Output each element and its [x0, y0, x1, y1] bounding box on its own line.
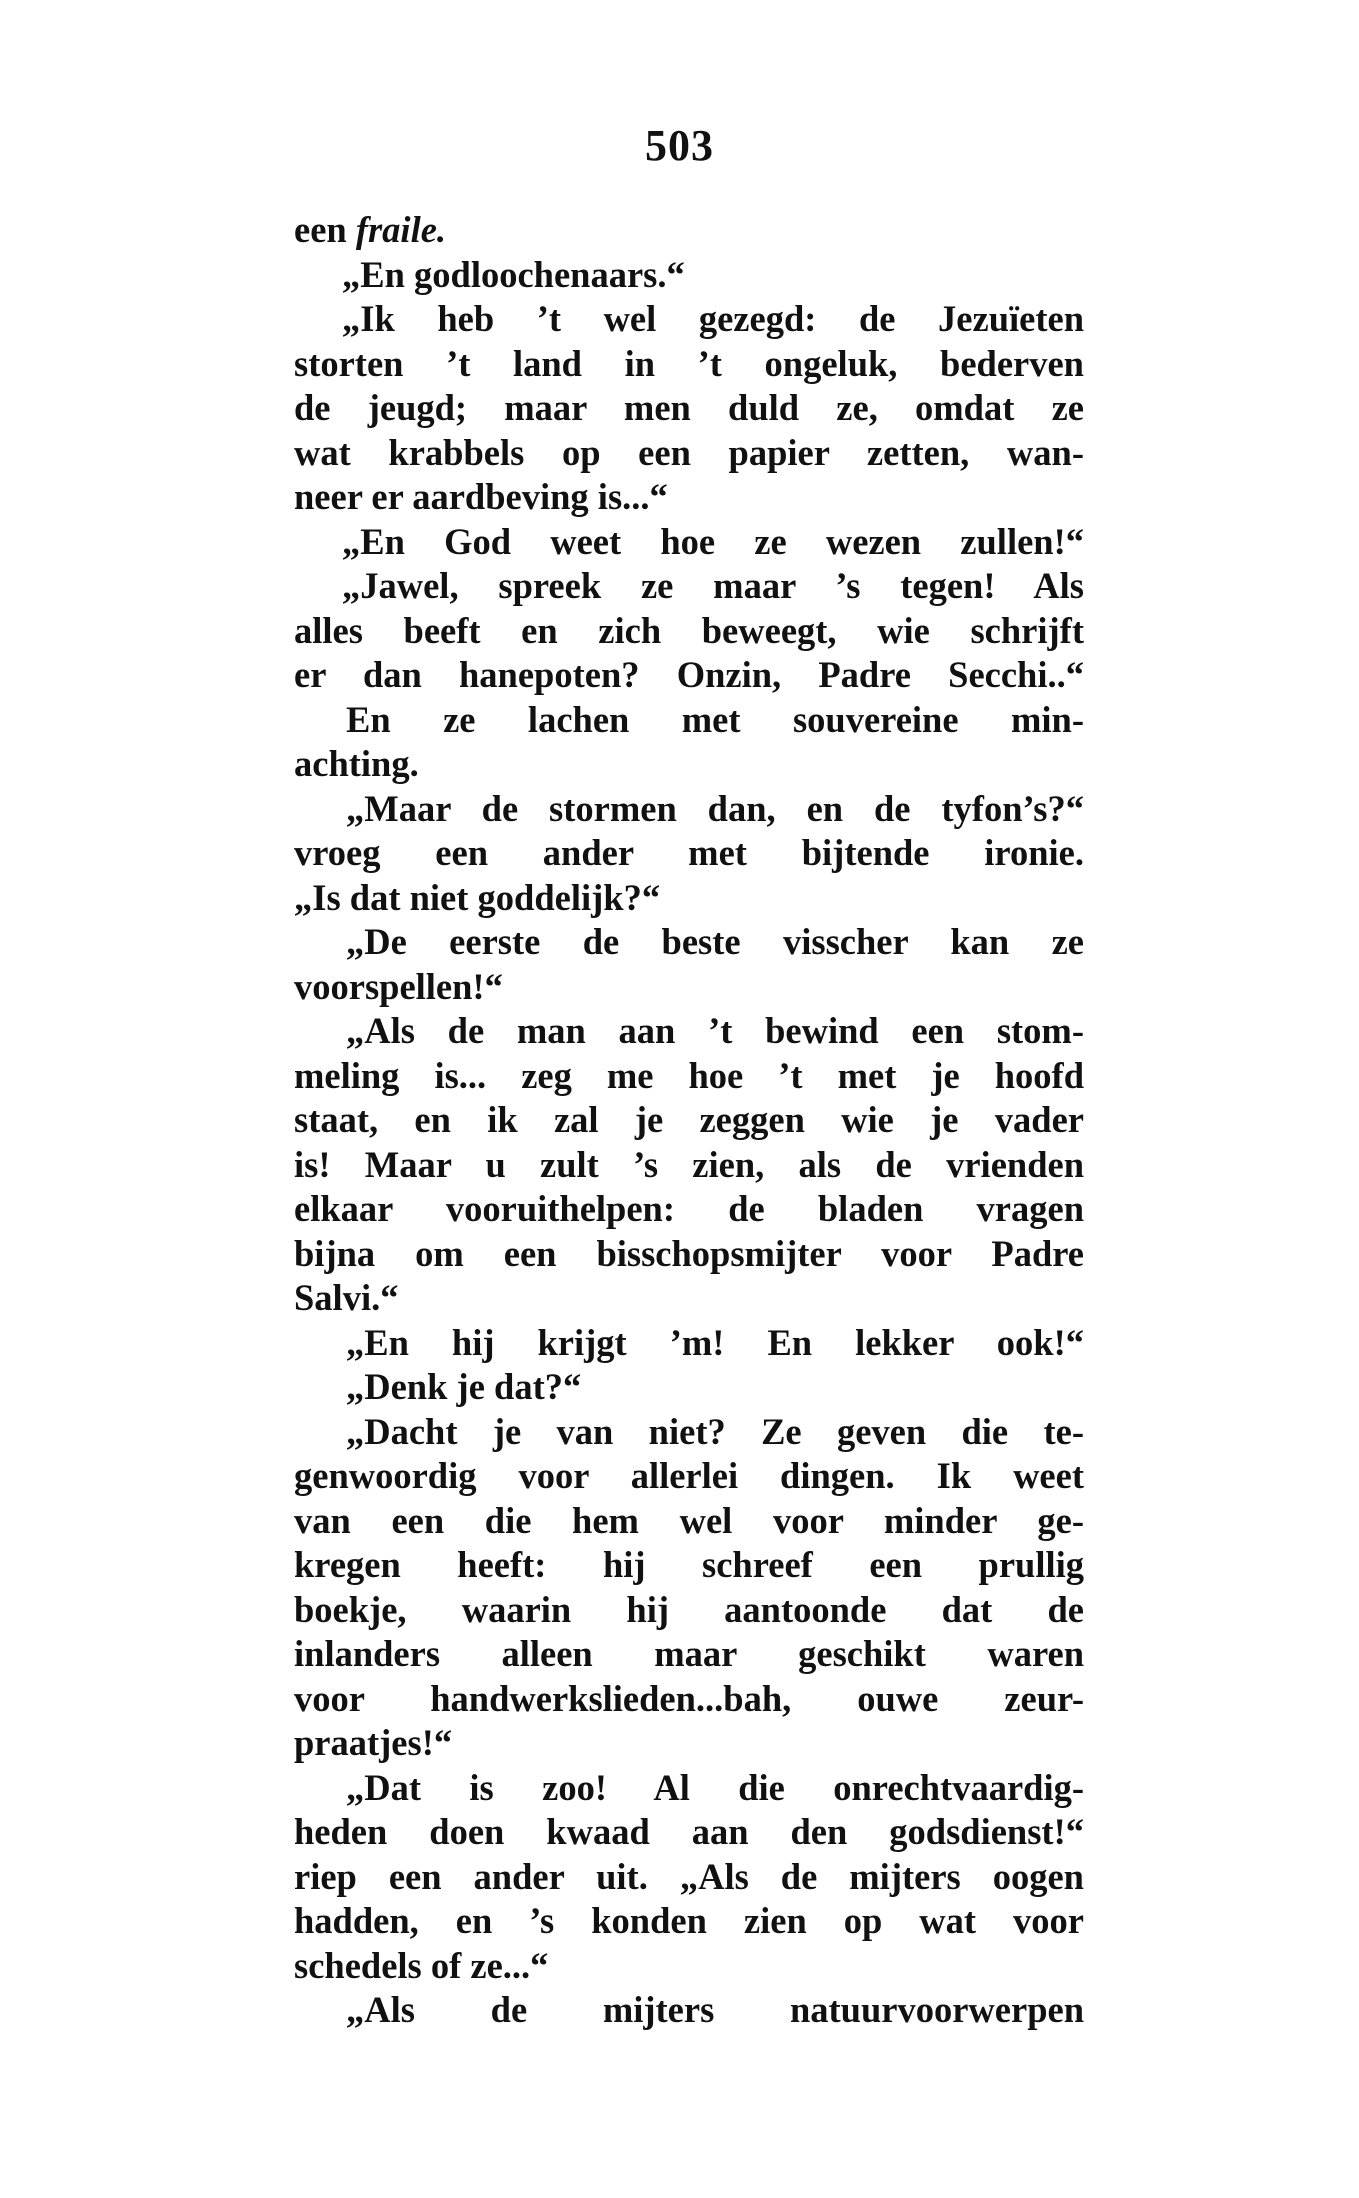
- line-text: een: [294, 209, 356, 250]
- text-line: achting.: [294, 743, 419, 784]
- body-text: [294, 208, 1084, 2033]
- text-line: Salvi.“: [294, 1277, 399, 1318]
- text-line: schedels of ze...“: [294, 1944, 549, 1986]
- text-line: staat, en ik zal je zeggen wie je vader: [294, 1099, 1084, 1140]
- text-line: elkaar vooruithelpen: de bladen vragen: [294, 1188, 1084, 1229]
- text-line: „En godloochenaars.“: [342, 253, 685, 295]
- text-line: „Dat is zoo! Al die onrechtvaardig-: [346, 1766, 1084, 1808]
- text-line: bijna om een bisschopsmijter voor Padre: [294, 1232, 1084, 1274]
- italic-word: fraile.: [355, 209, 447, 250]
- text-line: „Maar de stormen dan, en de tyfon’s?“: [346, 787, 1084, 829]
- text-line: „Dacht je van niet? Ze geven die te-: [346, 1410, 1084, 1452]
- text-line: boekje, waarin hij aantoonde dat de: [294, 1588, 1084, 1630]
- text-line: riep een ander uit. „Als de mijters oogen: [294, 1855, 1084, 1897]
- text-line: alles beeft en zich beweegt, wie schrijft: [294, 609, 1084, 651]
- text-line: kregen heeft: hij schreef een prullig: [294, 1544, 1084, 1585]
- text-line: de jeugd; maar men duld ze, omdat ze: [294, 387, 1084, 428]
- text-line: hadden, en ’s konden zien op wat voor: [294, 1900, 1084, 1941]
- text-line: „Denk je dat?“: [346, 1366, 582, 1407]
- text-line: „Als de man aan ’t bewind een stom-: [346, 1010, 1084, 1051]
- text-line: is! Maar u zult ’s zien, als de vrienden: [294, 1143, 1084, 1185]
- text-line: „De eerste de beste visscher kan ze: [346, 921, 1084, 962]
- text-line: storten ’t land in ’t ongeluk, bederven: [294, 342, 1084, 384]
- text-line: van een die hem wel voor minder ge-: [294, 1499, 1084, 1541]
- text-line: voor handwerkslieden...bah, ouwe zeur-: [294, 1677, 1084, 1719]
- text-line: vroeg een ander met bijtende ironie.: [294, 832, 1084, 873]
- text-line: neer er aardbeving is...“: [294, 476, 668, 517]
- text-line: praatjes!“: [294, 1722, 453, 1763]
- text-line: inlanders alleen maar geschikt waren: [294, 1633, 1084, 1674]
- text-line: „Jawel, spreek ze maar ’s tegen! Als: [342, 565, 1084, 606]
- text-line: er dan hanepoten? Onzin, Padre Secchi..“: [294, 654, 1084, 695]
- text-line: voorspellen!“: [294, 965, 503, 1007]
- text-line: „Als de mijters natuurvoorwerpen: [346, 1989, 1084, 2030]
- text-line: „En hij krijgt ’m! En lekker ook!“: [346, 1321, 1084, 1363]
- text-line: genwoordig voor allerlei dingen. Ik weet: [294, 1455, 1084, 1496]
- text-line: wat krabbels op een papier zetten, wan-: [294, 431, 1084, 473]
- text-line: „Ik heb ’t wel gezegd: de Jezuïeten: [342, 298, 1084, 339]
- text-line: [294, 208, 1084, 253]
- text-line: „En God weet hoe ze wezen zullen!“: [342, 520, 1084, 562]
- text-line: meling is... zeg me hoe ’t met je hoofd: [294, 1054, 1084, 1096]
- text-line: heden doen kwaad aan den godsdienst!“: [294, 1811, 1084, 1852]
- text-line: En ze lachen met souvereine min-: [346, 698, 1084, 740]
- text-line: „Is dat niet goddelijk?“: [294, 876, 661, 918]
- page-number: 503: [645, 121, 714, 170]
